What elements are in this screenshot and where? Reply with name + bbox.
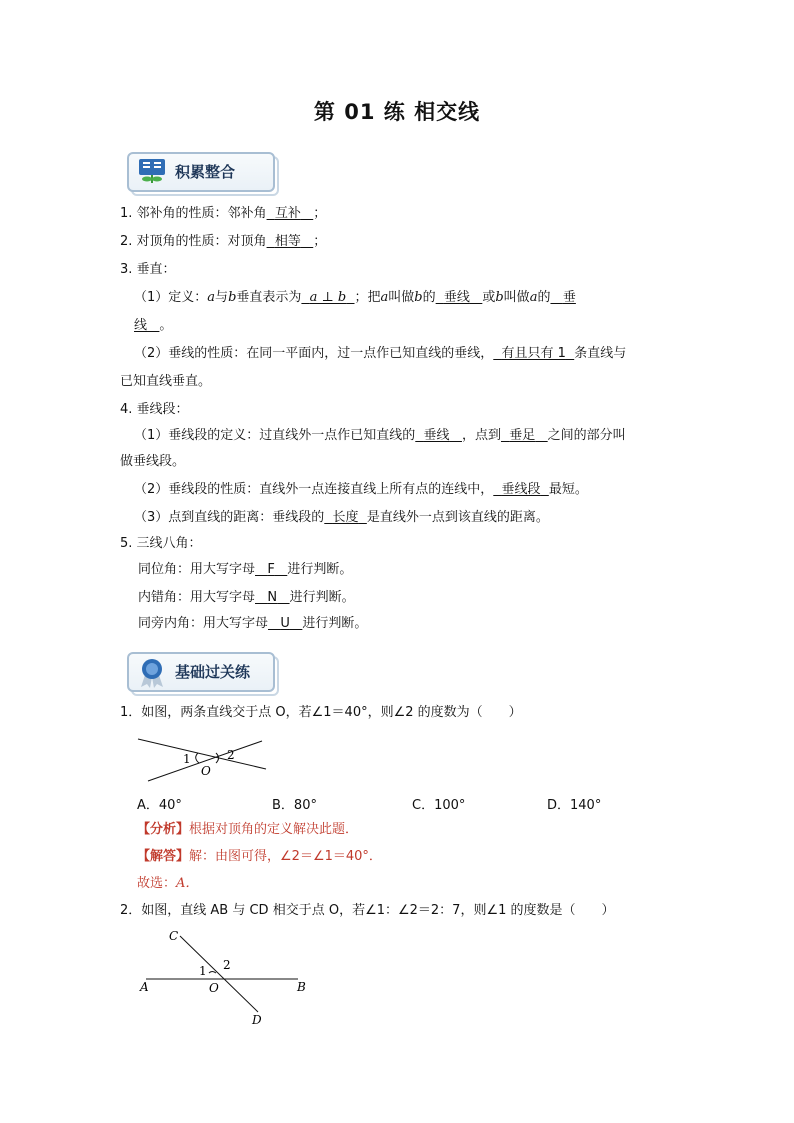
point-d-label: D — [252, 1013, 262, 1027]
item-5-heading: 5. 三线八角： — [120, 536, 202, 551]
item-5-alternate: 内错角：用大写字母 N 进行判断。 — [138, 590, 355, 605]
item-3-property: （2）垂线的性质：在同一平面内，过一点作已知直线的垂线， 有且只有 1 条直线与 — [134, 346, 627, 361]
point-o-label: O — [209, 981, 219, 995]
point-b-label: B — [297, 980, 306, 994]
angle-1-label: 1 — [183, 752, 191, 766]
item-3-property-cont: 已知直线垂直。 — [120, 374, 212, 389]
section-label: 积累整合 — [175, 163, 236, 181]
item-2: 2. 对顶角的性质：对顶角 相等 ； — [120, 234, 327, 249]
option-c[interactable]: C．100° — [412, 798, 466, 813]
angle-2-label: 2 — [227, 748, 235, 762]
item-5-interior: 同旁内角：用大写字母 U 进行判断。 — [138, 616, 368, 631]
question-1-stem: 1．如图，两条直线交于点 O，若∠1＝40°，则∠2 的度数为（ ） — [120, 705, 522, 720]
question-1-figure — [136, 733, 271, 785]
question-2-stem: 2．如图，直线 AB 与 CD 相交于点 O，若∠1：∠2＝2：7，则∠1 的度数是（ ） — [120, 903, 615, 918]
item-3-heading: 3. 垂直： — [120, 262, 176, 277]
section-banner-basic — [127, 648, 277, 692]
point-a-label: A — [140, 980, 149, 994]
question-1-solution: 【解答】解：由图可得，∠2＝∠1＝40°． — [137, 849, 382, 864]
item-5-corresponding: 同位角：用大写字母 F 进行判断。 — [138, 562, 353, 577]
item-3-definition-cont: 线 。 — [134, 318, 173, 333]
item-4-heading: 4. 垂线段： — [120, 402, 189, 417]
question-2-figure — [136, 926, 316, 1030]
item-4-definition-cont: 做垂线段。 — [120, 454, 186, 469]
book-plant-icon — [137, 157, 167, 185]
angle-2-label: 2 — [223, 958, 231, 972]
angle-1-label: 1 — [199, 964, 207, 978]
option-a[interactable]: A．40° — [137, 798, 182, 813]
question-1-analysis: 【分析】根据对顶角的定义解决此题． — [137, 822, 359, 837]
item-3-definition: （1）定义：a与b垂直表示为 a ⊥ b ；把a叫做b的 垂线 或b叫做a的 垂 — [134, 290, 576, 305]
item-4-definition: （1）垂线段的定义：过直线外一点作已知直线的 垂线 ，点到 垂足 之间的部分叫 — [134, 428, 626, 443]
option-d[interactable]: D．140° — [547, 798, 602, 813]
item-4-distance: （3）点到直线的距离：垂线段的 长度 是直线外一点到该直线的距离。 — [134, 510, 549, 525]
point-o-label: O — [201, 764, 211, 778]
page-title: 第 01 练 相交线 — [313, 100, 481, 124]
item-1: 1. 邻补角的性质：邻补角 互补 ； — [120, 206, 327, 221]
question-1-choice: 故选：A． — [137, 876, 199, 891]
point-c-label: C — [169, 929, 179, 943]
medal-icon — [137, 657, 167, 689]
section-banner-accumulate — [127, 148, 277, 192]
section-label: 基础过关练 — [175, 663, 251, 681]
option-b[interactable]: B．80° — [272, 798, 317, 813]
item-4-property: （2）垂线段的性质：直线外一点连接直线上所有点的连线中， 垂线段 最短。 — [134, 482, 588, 497]
